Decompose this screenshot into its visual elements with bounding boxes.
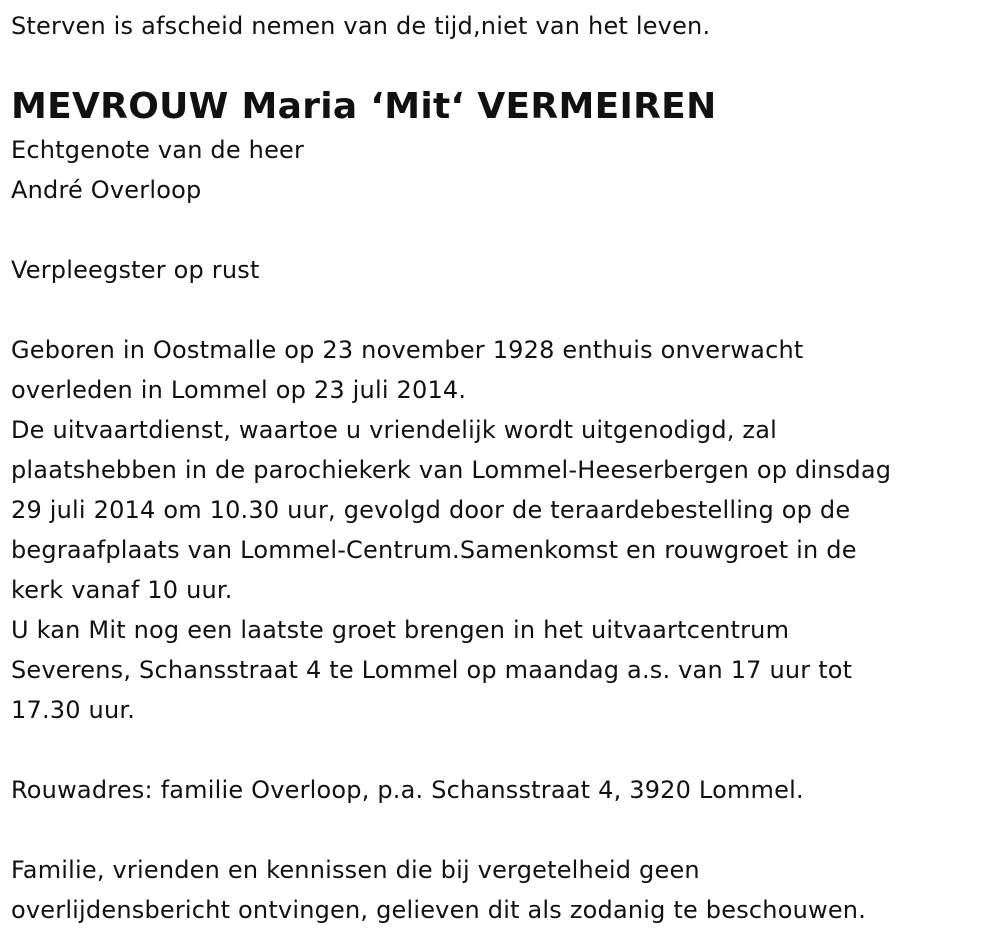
details-line: Severens, Schansstraat 4 te Lommel op maandag a.s. van 17 uur tot: [11, 656, 853, 684]
spacer: [11, 730, 986, 770]
details-line: begraafplaats van Lommel-Centrum.Samenkomst en rouwgroet in de: [11, 536, 857, 564]
spouse-line-2: André Overloop: [11, 176, 202, 204]
profession-text: Verpleegster op rust: [11, 256, 260, 284]
details-line: 29 juli 2014 om 10.30 uur, gevolgd door de teraardebestelling op de: [11, 496, 851, 524]
spacer: [11, 210, 986, 250]
closing-line: Familie, vrienden en kennissen die bij vergetelheid geen: [11, 856, 700, 884]
mourning-address: Rouwadres: familie Overloop, p.a. Schansstraat 4, 3920 Lommel.: [11, 776, 804, 804]
closing-line: overlijdensbericht ontvingen, gelieven dit als zodanig te beschouwen.: [11, 896, 867, 924]
spouse-line-1: Echtgenote van de heer: [11, 136, 305, 164]
spacer: [11, 810, 986, 850]
closing-paragraph: [11, 850, 986, 930]
details-line: kerk vanaf 10 uur.: [11, 576, 233, 604]
details-line: overleden in Lommel op 23 juli 2014.: [11, 376, 467, 404]
details-line: Geboren in Oostmalle op 23 november 1928 enthuis onverwacht: [11, 336, 804, 364]
details-line: 17.30 uur.: [11, 696, 136, 724]
deceased-name-heading: MEVROUW Maria ‘Mit‘ VERMEIREN: [11, 86, 717, 127]
details-paragraph: [11, 330, 986, 730]
details-line: plaatshebben in de parochiekerk van Lommel-Heeserbergen op dinsdag: [11, 456, 892, 484]
spacer: [11, 290, 986, 330]
motto-text: Sterven is afscheid nemen van de tijd,niet van het leven.: [11, 12, 711, 40]
details-line: De uitvaartdienst, waartoe u vriendelijk wordt uitgenodigd, zal: [11, 416, 778, 444]
details-line: U kan Mit nog een laatste groet brengen in het uitvaartcentrum: [11, 616, 790, 644]
death-notice: [11, 6, 986, 930]
